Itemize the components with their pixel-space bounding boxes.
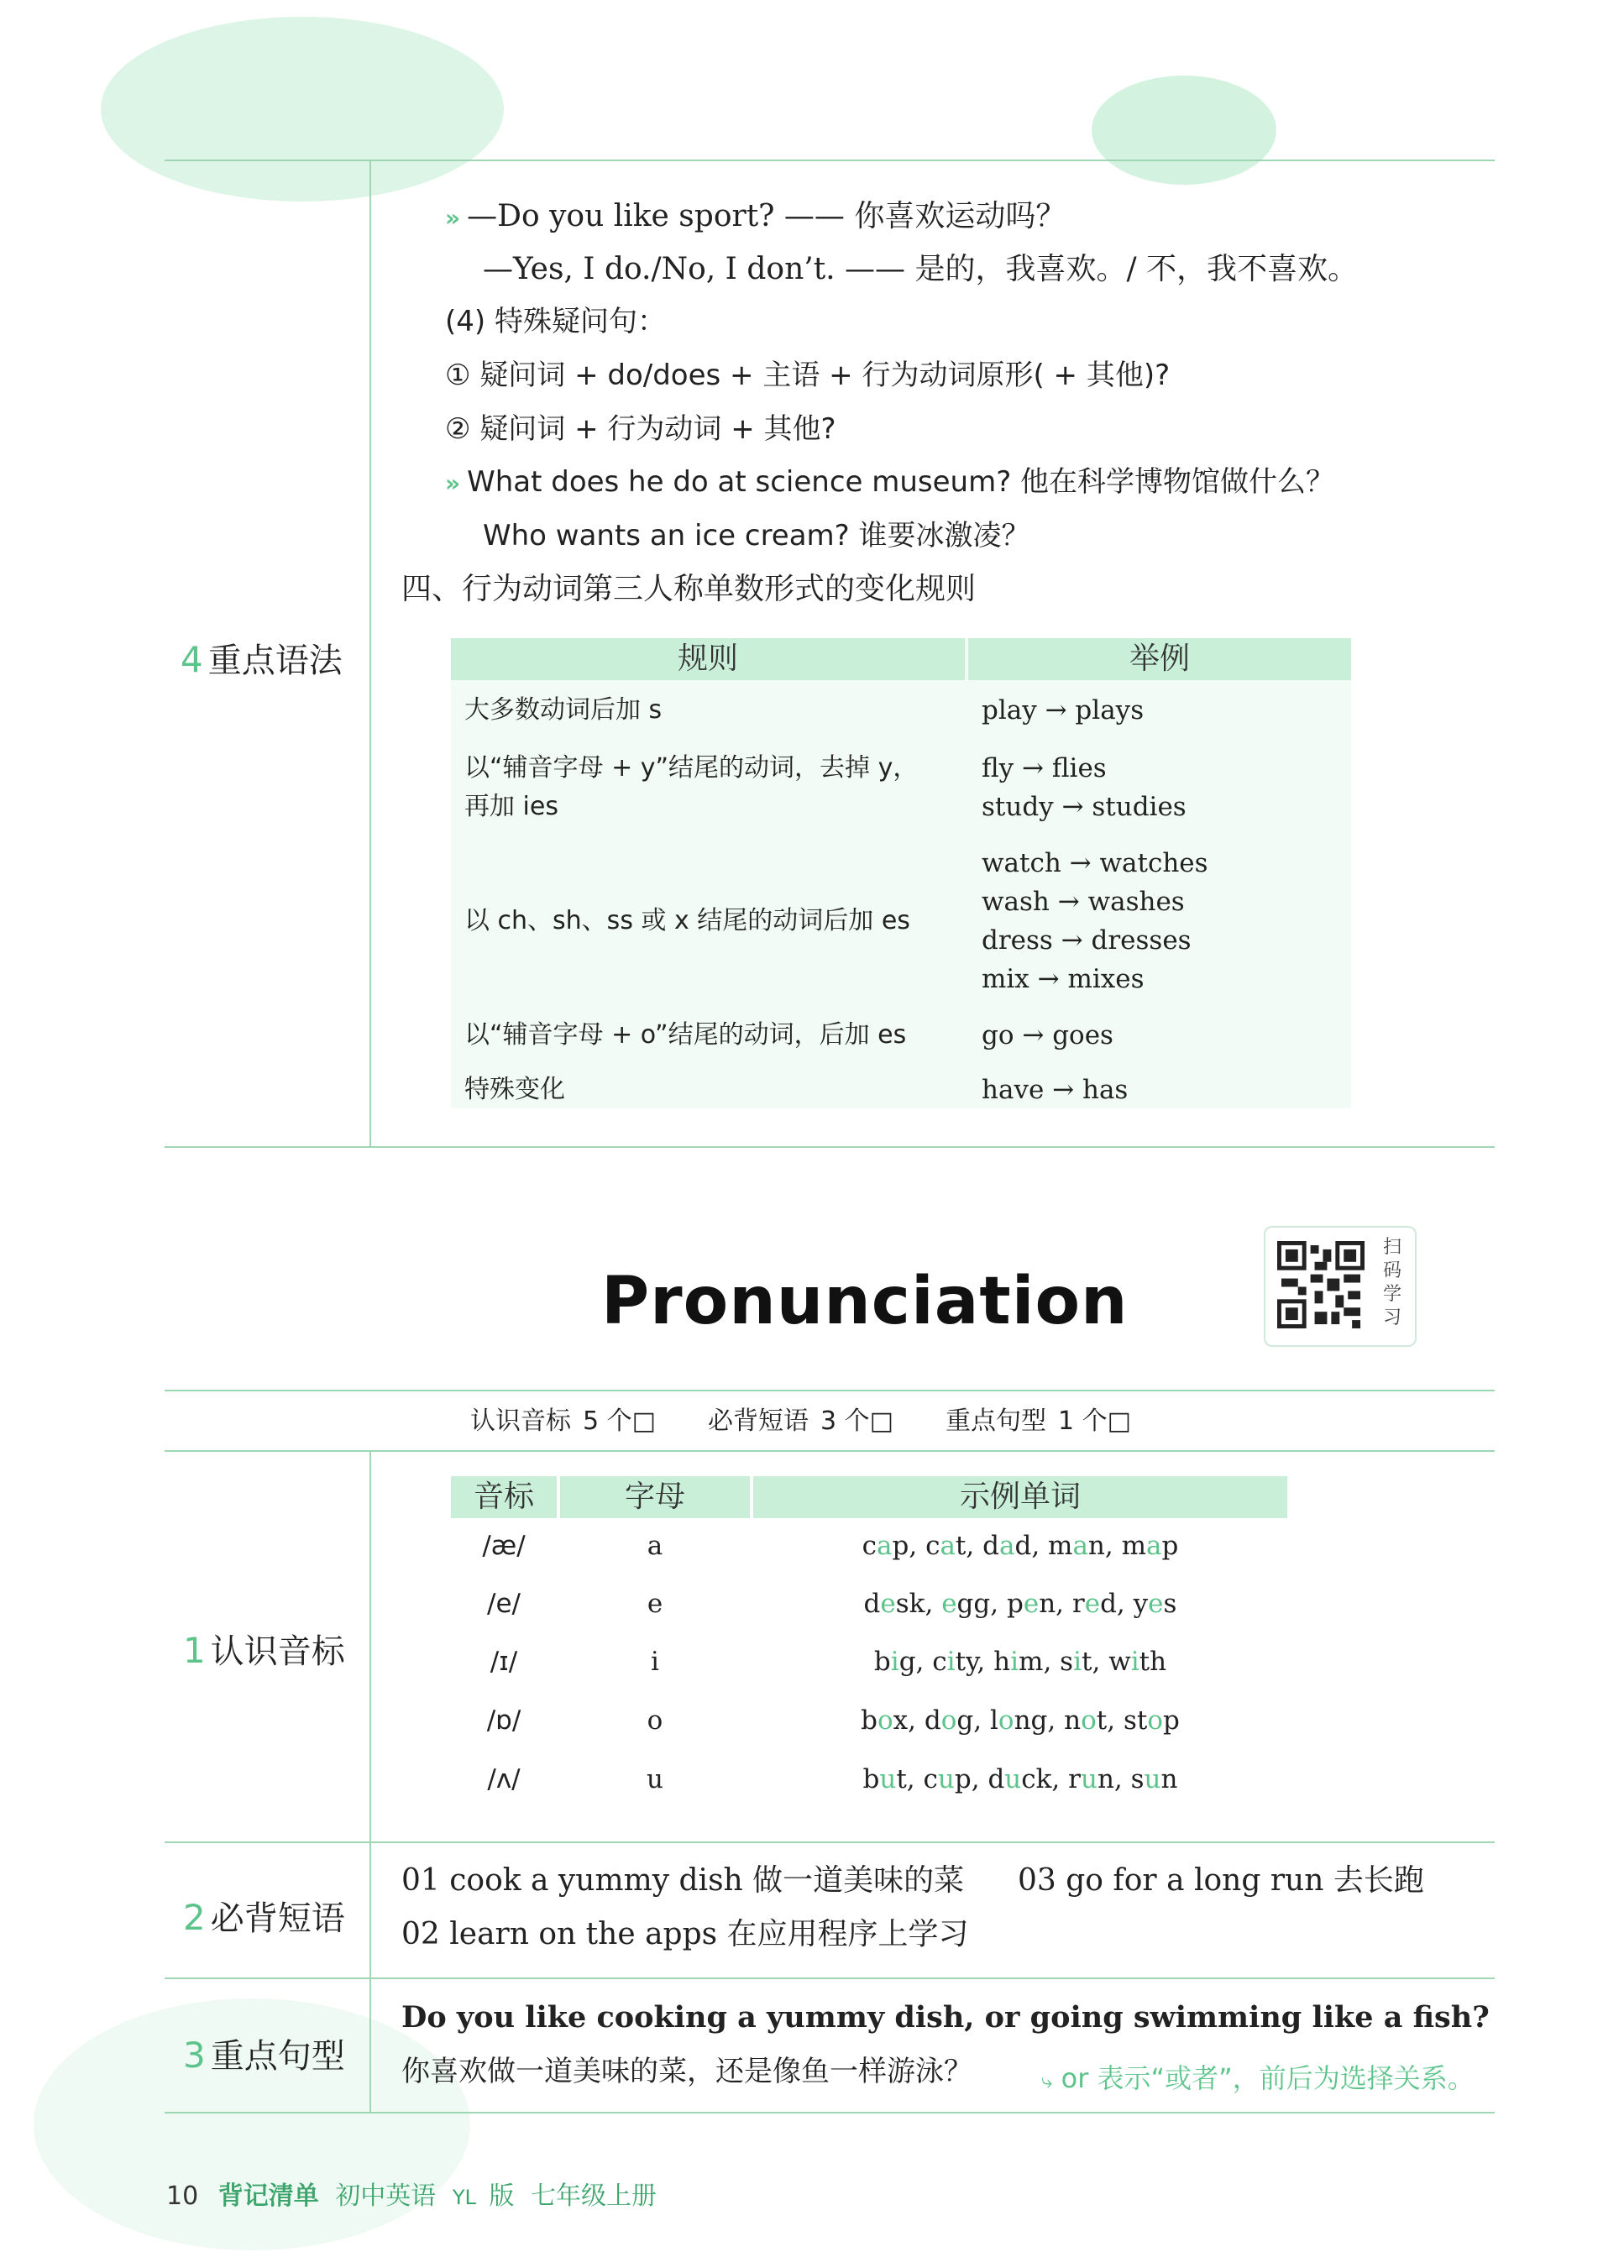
example-text: wash → washes bbox=[982, 887, 1185, 917]
phonetic-symbol: /ɪ/ bbox=[490, 1647, 518, 1677]
example-word bbox=[990, 1705, 1047, 1736]
example-word bbox=[1060, 1647, 1092, 1677]
phonetic-symbol: /æ/ bbox=[482, 1531, 526, 1561]
word-part: b bbox=[862, 1764, 880, 1794]
word-part: c bbox=[932, 1647, 947, 1677]
checklist-label: 重点句型 bbox=[945, 1406, 1046, 1436]
word-part: t bbox=[1096, 1705, 1108, 1736]
word-part: n bbox=[1087, 1531, 1105, 1561]
example-text: watch → watches bbox=[982, 848, 1208, 878]
phonetic-table-header-words: 示例单词 bbox=[753, 1476, 1287, 1518]
section-label-sentences bbox=[183, 2030, 345, 2077]
phrase-item: 03 go for a long run 去长跑 bbox=[1018, 1863, 1424, 1898]
word-part: n bbox=[1097, 1764, 1114, 1794]
checklist bbox=[470, 1401, 1131, 1443]
grammar-line-text: What does he do at science museum? 他在科学博物馆做什么？ bbox=[467, 465, 1335, 499]
example-word bbox=[982, 1531, 1031, 1561]
example-text: mix → mixes bbox=[982, 964, 1145, 994]
phonetic-symbol: /e/ bbox=[487, 1589, 521, 1619]
word-separator: , bbox=[925, 1589, 942, 1619]
section-label-grammar bbox=[181, 634, 343, 682]
example-word bbox=[1122, 1531, 1179, 1561]
word-part: t bbox=[896, 1764, 907, 1794]
phonetic-letter: e bbox=[647, 1589, 663, 1619]
rule-cell bbox=[464, 1016, 906, 1055]
section-title: 认识音标 bbox=[210, 1632, 345, 1671]
example-arrow-icon: » bbox=[445, 204, 461, 232]
word-separator: , bbox=[915, 1647, 933, 1677]
word-part: r bbox=[1071, 1589, 1085, 1619]
word-part: d bbox=[1014, 1531, 1032, 1561]
divider bbox=[165, 2112, 1495, 2113]
section-label-phonetics bbox=[183, 1625, 345, 1673]
grammar-line-text: ① 疑问词 + do/does + 主语 + 行为动词原形( + 其他)? bbox=[445, 359, 1171, 392]
word-separator: , bbox=[1056, 1589, 1072, 1619]
checklist-item bbox=[946, 1406, 1131, 1436]
example-word bbox=[1068, 1764, 1114, 1794]
section-number: 3 bbox=[183, 2035, 206, 2076]
example-cell bbox=[982, 844, 1208, 998]
word-part: b bbox=[873, 1647, 891, 1677]
word-highlight: e bbox=[1148, 1589, 1164, 1619]
example-word bbox=[1048, 1531, 1105, 1561]
qr-caption-char: 习 bbox=[1382, 1307, 1401, 1328]
word-part: th bbox=[1139, 1647, 1167, 1677]
word-highlight: i bbox=[1073, 1647, 1082, 1677]
example-cell bbox=[982, 691, 1144, 730]
grammar-line bbox=[445, 307, 666, 336]
example-word bbox=[1124, 1705, 1180, 1736]
word-part: n bbox=[1160, 1764, 1178, 1794]
divider bbox=[165, 1146, 1495, 1148]
rule-text: 以“辅音字母 + o”结尾的动词，后加 es bbox=[464, 1020, 907, 1050]
word-part: t bbox=[1082, 1647, 1092, 1677]
example-word bbox=[862, 1531, 909, 1561]
qr-caption-char: 码 bbox=[1382, 1260, 1401, 1281]
example-text: play → plays bbox=[982, 695, 1145, 725]
example-word bbox=[1007, 1589, 1056, 1619]
grammar-line-text: ② 疑问词 + 行为动词 + 其他? bbox=[445, 412, 836, 446]
section-title: 重点语法 bbox=[207, 642, 343, 680]
example-word bbox=[941, 1589, 990, 1619]
rule-text: 特殊变化 bbox=[464, 1075, 565, 1104]
word-part: t bbox=[955, 1531, 967, 1561]
qr-caption-char: 学 bbox=[1382, 1284, 1401, 1305]
page-number: 10 bbox=[166, 2182, 199, 2211]
example-word bbox=[861, 1705, 908, 1736]
example-word bbox=[1131, 1764, 1178, 1794]
phonetic-letter: u bbox=[647, 1764, 663, 1794]
example-words bbox=[753, 1642, 1287, 1681]
word-part: ng bbox=[1014, 1705, 1048, 1736]
checklist-label: 认识音标 bbox=[470, 1406, 571, 1436]
word-part: p bbox=[954, 1764, 972, 1794]
page-footer bbox=[166, 2175, 657, 2212]
qr-caption-char: 扫 bbox=[1382, 1237, 1401, 1258]
footer-brand: 背记清单 bbox=[217, 2182, 319, 2211]
section-number: 4 bbox=[181, 639, 203, 680]
word-part: n bbox=[1039, 1589, 1056, 1619]
word-separator: , bbox=[1043, 1647, 1061, 1677]
word-highlight: o bbox=[1147, 1705, 1163, 1736]
example-words bbox=[753, 1701, 1287, 1740]
qr-code-box[interactable] bbox=[1264, 1226, 1417, 1347]
word-highlight: o bbox=[877, 1705, 893, 1736]
checklist-count: 5 个 bbox=[583, 1406, 632, 1436]
checklist-label: 必背短语 bbox=[707, 1406, 809, 1436]
rule-text: 以“辅音字母 + y”结尾的动词，去掉 y， bbox=[464, 753, 919, 783]
word-highlight: i bbox=[890, 1647, 899, 1677]
footer-grade: 七年级上册 bbox=[530, 2182, 657, 2211]
example-arrow-icon: » bbox=[445, 469, 461, 497]
example-text: study → studies bbox=[982, 792, 1187, 822]
background-cloud bbox=[101, 17, 504, 202]
word-part: g bbox=[898, 1647, 916, 1677]
word-part: m bbox=[1019, 1647, 1044, 1677]
section-heading: 四、行为动词第三人称单数形式的变化规则 bbox=[401, 572, 977, 606]
example-text: go → goes bbox=[982, 1020, 1113, 1050]
phonetic-letter: o bbox=[647, 1705, 663, 1736]
word-highlight: u bbox=[879, 1764, 897, 1794]
word-part: s bbox=[1060, 1647, 1074, 1677]
example-text: have → has bbox=[982, 1075, 1129, 1105]
phonetic-letter: i bbox=[651, 1647, 659, 1677]
word-part: r bbox=[1068, 1764, 1081, 1794]
footer-edition-suffix: 版 bbox=[489, 2182, 515, 2211]
example-word bbox=[1134, 1589, 1177, 1619]
footer-subject: 初中英语 bbox=[335, 2182, 437, 2211]
word-highlight: a bbox=[940, 1531, 956, 1561]
grammar-line-text: —Yes, I do./No, I don’t. —— 是的，我喜欢。/ 不，我不喜欢。 bbox=[483, 252, 1359, 286]
word-part: c bbox=[925, 1531, 940, 1561]
word-highlight: a bbox=[877, 1531, 893, 1561]
rule-text: 大多数动词后加 s bbox=[464, 695, 663, 725]
word-highlight: o bbox=[998, 1705, 1014, 1736]
example-text: dress → dresses bbox=[982, 925, 1192, 956]
grammar-line bbox=[483, 254, 1358, 285]
example-word bbox=[924, 1764, 972, 1794]
example-word bbox=[863, 1764, 907, 1794]
word-highlight: e bbox=[1023, 1589, 1040, 1619]
word-part: ty bbox=[955, 1647, 977, 1677]
example-word bbox=[1108, 1647, 1166, 1677]
example-word bbox=[1072, 1589, 1117, 1619]
word-part: x bbox=[893, 1705, 909, 1736]
example-word bbox=[993, 1647, 1043, 1677]
example-words bbox=[753, 1760, 1287, 1799]
word-part: l bbox=[989, 1705, 998, 1736]
phrase-item: 02 learn on the apps 在应用程序上学习 bbox=[401, 1917, 969, 1951]
word-separator: , bbox=[909, 1531, 926, 1561]
key-sentence-zh: 你喜欢做一道美味的菜，还是像鱼一样游泳？ bbox=[401, 2055, 972, 2088]
word-highlight: a bbox=[1072, 1531, 1088, 1561]
checklist-count: 1 个 bbox=[1057, 1406, 1108, 1436]
grammar-line bbox=[445, 465, 1335, 499]
word-separator: , bbox=[1051, 1764, 1069, 1794]
divider bbox=[165, 1450, 1495, 1452]
example-word bbox=[932, 1647, 977, 1677]
word-separator: , bbox=[990, 1589, 1007, 1619]
word-part: m bbox=[1121, 1531, 1147, 1561]
word-separator: , bbox=[966, 1531, 983, 1561]
checkbox[interactable]: □ bbox=[869, 1406, 893, 1436]
rule-cell bbox=[464, 749, 918, 826]
grammar-line bbox=[445, 199, 1066, 233]
word-part: g bbox=[956, 1705, 974, 1736]
rule-cell bbox=[464, 902, 910, 940]
divider bbox=[369, 1450, 371, 2112]
example-word bbox=[925, 1531, 966, 1561]
grammar-line bbox=[445, 412, 836, 446]
word-separator: , bbox=[1047, 1705, 1065, 1736]
example-cell bbox=[982, 1016, 1113, 1055]
word-part: ck bbox=[1021, 1764, 1052, 1794]
example-words bbox=[753, 1584, 1287, 1623]
checklist-item bbox=[470, 1406, 656, 1436]
word-part: p bbox=[892, 1531, 909, 1561]
word-highlight: o bbox=[940, 1705, 957, 1736]
phonetic-symbol: /ʌ/ bbox=[487, 1764, 521, 1794]
word-part: b bbox=[861, 1705, 877, 1736]
word-highlight: a bbox=[1146, 1531, 1162, 1561]
phonetic-symbol: /ɒ/ bbox=[486, 1705, 521, 1736]
word-part: y bbox=[1133, 1589, 1149, 1619]
word-part: p bbox=[1006, 1589, 1024, 1619]
word-part: w bbox=[1108, 1647, 1131, 1677]
checklist-count: 3 个 bbox=[820, 1406, 870, 1436]
word-separator: , bbox=[1092, 1647, 1109, 1677]
word-part: d bbox=[863, 1589, 881, 1619]
background-cloud bbox=[1092, 76, 1276, 185]
word-part: n bbox=[1064, 1705, 1082, 1736]
divider bbox=[165, 160, 1495, 161]
example-words bbox=[753, 1527, 1287, 1565]
divider bbox=[369, 160, 371, 1146]
word-part: gg bbox=[956, 1589, 991, 1619]
example-word bbox=[874, 1647, 916, 1677]
word-highlight: u bbox=[937, 1764, 955, 1794]
divider bbox=[165, 1977, 1495, 1979]
rule-text: 再加 ies bbox=[464, 792, 558, 821]
grammar-line bbox=[483, 519, 1030, 553]
section-number: 2 bbox=[183, 1897, 206, 1938]
word-part: d bbox=[982, 1531, 999, 1561]
word-part: m bbox=[1048, 1531, 1073, 1561]
example-cell bbox=[982, 749, 1187, 826]
note-text: or 表示“或者”，前后为选择关系。 bbox=[1061, 2062, 1475, 2094]
grammar-line-text: —Do you like sport? —— 你喜欢运动吗？ bbox=[467, 199, 1066, 233]
checklist-item bbox=[708, 1406, 893, 1436]
note-arrow-icon: ⤷ bbox=[1041, 2069, 1053, 2093]
word-part: s bbox=[1163, 1589, 1177, 1619]
word-highlight: e bbox=[880, 1589, 896, 1619]
phonetic-table-header-letter: 字母 bbox=[560, 1476, 750, 1518]
rule-text: 以 ch、sh、ss 或 x 结尾的动词后加 es bbox=[464, 906, 910, 935]
example-word bbox=[925, 1705, 973, 1736]
word-separator: , bbox=[1031, 1531, 1049, 1561]
word-part: d bbox=[1100, 1589, 1117, 1619]
grammar-line bbox=[445, 361, 1170, 390]
divider bbox=[165, 1390, 1495, 1391]
word-highlight: e bbox=[1084, 1589, 1101, 1619]
word-highlight: i bbox=[946, 1647, 956, 1677]
page-title: Pronunciation bbox=[601, 1264, 1129, 1339]
word-highlight: u bbox=[1144, 1764, 1161, 1794]
grammar-note bbox=[1041, 2057, 1475, 2096]
section-label-phrases bbox=[183, 1892, 345, 1940]
section-title: 重点句型 bbox=[210, 2037, 345, 2076]
section-number: 1 bbox=[183, 1630, 206, 1671]
word-separator: , bbox=[1113, 1764, 1131, 1794]
word-separator: , bbox=[906, 1764, 924, 1794]
word-highlight: o bbox=[1081, 1705, 1097, 1736]
word-part: d bbox=[987, 1764, 1005, 1794]
section-title: 必背短语 bbox=[210, 1899, 345, 1938]
phonetic-letter: a bbox=[647, 1531, 663, 1561]
phrase-item: 01 cook a yummy dish 做一道美味的菜 bbox=[401, 1863, 965, 1898]
word-part: c bbox=[923, 1764, 938, 1794]
word-highlight: e bbox=[941, 1589, 957, 1619]
word-part: h bbox=[993, 1647, 1011, 1677]
key-sentence-en: Do you like cooking a yummy dish, or going swimming like a fish? bbox=[401, 2000, 1490, 2035]
example-word bbox=[864, 1589, 925, 1619]
word-part: s bbox=[1130, 1764, 1145, 1794]
word-part: p bbox=[1162, 1705, 1180, 1736]
divider bbox=[165, 1841, 1495, 1843]
word-separator: , bbox=[1116, 1589, 1134, 1619]
rule-cell bbox=[464, 691, 662, 730]
word-highlight: i bbox=[1010, 1647, 1019, 1677]
qr-code-icon bbox=[1277, 1241, 1365, 1328]
word-highlight: u bbox=[1080, 1764, 1098, 1794]
word-separator: , bbox=[971, 1764, 988, 1794]
phonetic-table-header-symbol: 音标 bbox=[451, 1476, 557, 1518]
word-separator: , bbox=[973, 1705, 990, 1736]
word-highlight: a bbox=[998, 1531, 1015, 1561]
word-highlight: u bbox=[1004, 1764, 1022, 1794]
word-separator: , bbox=[1107, 1705, 1124, 1736]
word-separator: , bbox=[908, 1705, 925, 1736]
grammar-line-text: Who wants an ice cream? 谁要冰激凌？ bbox=[483, 519, 1030, 553]
word-part: p bbox=[1161, 1531, 1179, 1561]
word-part: d bbox=[924, 1705, 941, 1736]
rule-cell bbox=[464, 1071, 565, 1109]
word-part: sk bbox=[895, 1589, 925, 1619]
word-part: c bbox=[862, 1531, 877, 1561]
example-cell bbox=[982, 1071, 1128, 1109]
example-word bbox=[1064, 1705, 1107, 1736]
checkbox[interactable]: □ bbox=[1107, 1406, 1131, 1436]
word-highlight: i bbox=[1130, 1647, 1139, 1677]
word-separator: , bbox=[977, 1647, 994, 1677]
example-text: fly → flies bbox=[982, 753, 1107, 783]
word-separator: , bbox=[1104, 1531, 1122, 1561]
example-word bbox=[987, 1764, 1051, 1794]
grammar-line-text: (4) 特殊疑问句： bbox=[445, 305, 666, 338]
checkbox[interactable]: □ bbox=[631, 1406, 656, 1436]
rule-table-header-example: 举例 bbox=[968, 638, 1351, 680]
word-part: st bbox=[1123, 1705, 1148, 1736]
footer-edition: YL bbox=[452, 2186, 476, 2209]
qr-caption bbox=[1380, 1236, 1405, 1330]
rule-table-header-rule: 规则 bbox=[451, 638, 965, 680]
